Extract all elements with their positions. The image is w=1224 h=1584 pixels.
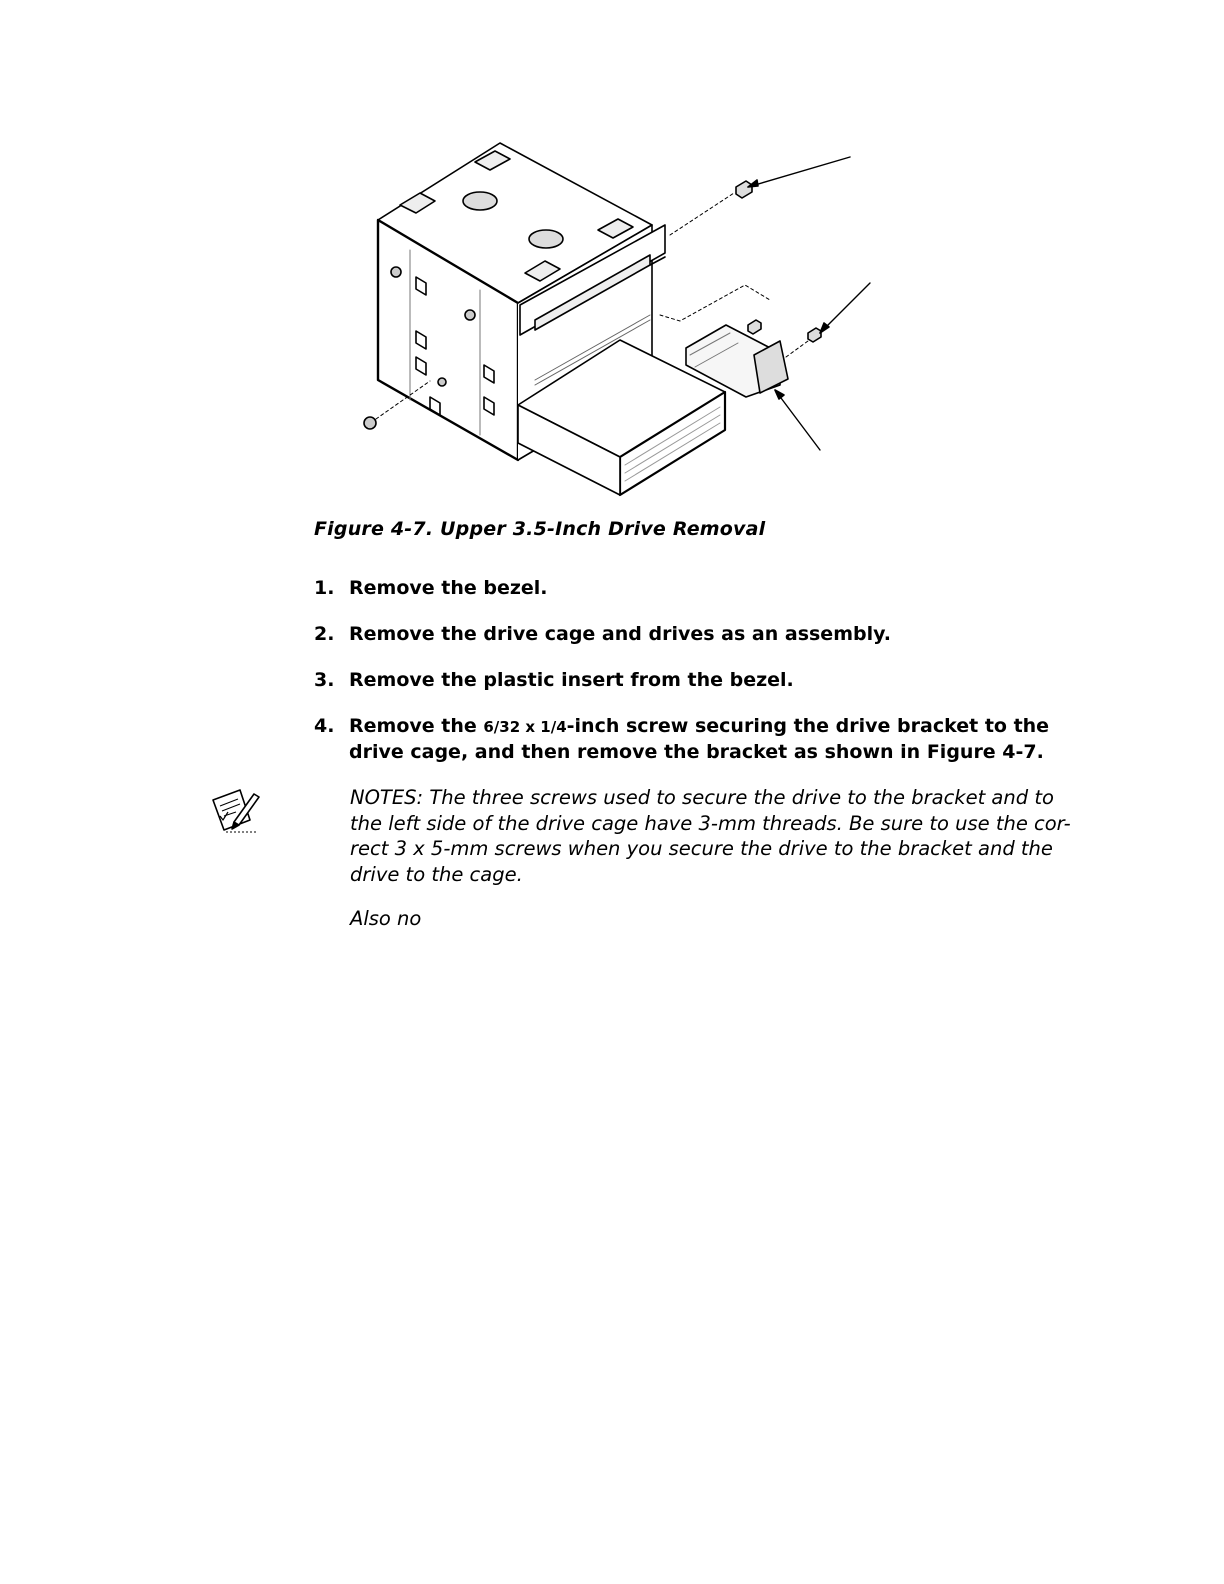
step-text: Remove the drive cage and drives as an assembly.: [349, 623, 891, 645]
screw-size: 6/32 x 1/4: [483, 718, 567, 736]
note-line: rect 3 x 5-mm screws when you secure the drive to the bracket and the: [350, 837, 1053, 860]
step-text-before: Remove the: [349, 715, 484, 737]
step-number: 2.: [314, 623, 335, 645]
step-number: 4.: [314, 715, 335, 737]
step-3: [314, 668, 1074, 693]
step-1: [314, 576, 1074, 601]
step-text-after: -inch screw securing the drive bracket to the drive cage, and then remove the bracket as shown in Figure 4-7.: [349, 715, 1050, 763]
note-line: NOTES: The three screws used to secure the drive to the bracket and to: [350, 786, 1054, 809]
figure-caption: Figure 4-7. Upper 3.5-Inch Drive Removal: [314, 518, 766, 540]
note-continuation: Also no: [350, 907, 422, 930]
top-screw: [736, 181, 752, 198]
note-line: drive to the cage.: [350, 862, 523, 886]
procedure-steps: [314, 576, 1074, 786]
step-number: 1.: [314, 577, 335, 599]
step-number: 3.: [314, 669, 335, 691]
drive-removal-illustration: [350, 135, 890, 505]
note-text: [350, 785, 1070, 887]
note-line: the left side of the drive cage have 3-mm threads. Be sure to use the cor-: [350, 811, 1071, 835]
left-screw: [364, 417, 376, 429]
step-text: Remove the plastic insert from the bezel.: [349, 669, 794, 691]
note-pencil-icon: [210, 786, 262, 834]
step-2: [314, 622, 1074, 647]
step-text: Remove the bezel.: [349, 577, 548, 599]
step-4: [314, 714, 1074, 765]
